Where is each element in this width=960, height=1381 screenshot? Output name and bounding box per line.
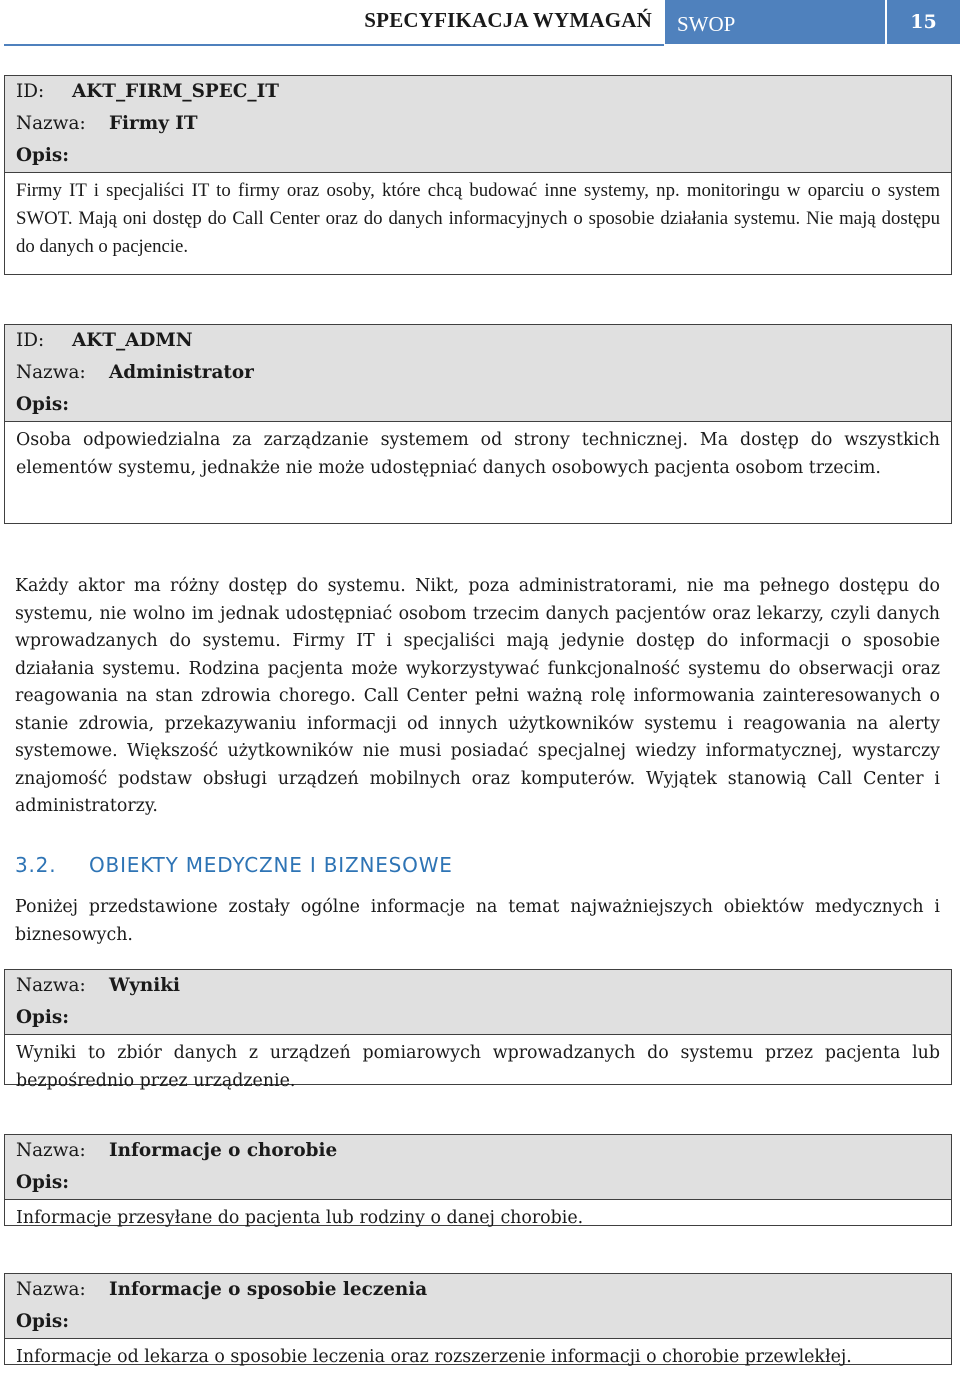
- id-value: AKT_ADMN: [72, 330, 193, 351]
- object-box-header: [5, 970, 951, 1035]
- id-value: AKT_FIRM_SPEC_IT: [72, 81, 279, 102]
- actor-name-row: [16, 108, 940, 140]
- actor-box-administrator: [4, 324, 952, 524]
- opis-label: Opis:: [16, 394, 70, 415]
- actor-box-firmy-it: [4, 75, 952, 275]
- name-value: Firmy IT: [109, 113, 198, 134]
- opis-label: Opis:: [16, 1007, 70, 1028]
- opis-row: [5, 1167, 951, 1200]
- actor-description: Firmy IT i specjaliści IT to firmy oraz osoby, które chcą budować inne systemy, np. monitoringu w oparciu o system SWOT. Mają oni dostęp do Call Center oraz do danych informacyjnych o sposobie działania systemu. Nie mają dostępu do danych o pacjencie.: [16, 180, 940, 257]
- actor-box-header: [5, 325, 951, 422]
- name-label: Nazwa:: [16, 113, 86, 134]
- object-description: Informacje od lekarza o sposobie leczenia oraz rozszerzenie informacji o chorobie przewlekłej.: [16, 1347, 852, 1367]
- actor-name-row: [16, 357, 940, 389]
- name-value: Informacje o sposobie leczenia: [109, 1279, 428, 1300]
- actor-id-row: [16, 76, 940, 108]
- opis-row: [5, 140, 951, 173]
- page-number: 15: [887, 0, 960, 44]
- object-name-row: [16, 970, 940, 1002]
- document-title: SPECYFIKACJA WYMAGAŃ: [364, 8, 652, 32]
- object-name-row: [16, 1274, 940, 1306]
- name-value: Administrator: [109, 362, 254, 383]
- opis-label: Opis:: [16, 1172, 70, 1193]
- name-label: Nazwa:: [16, 975, 86, 996]
- object-name-row: [16, 1135, 940, 1167]
- object-description: Informacje przesyłane do pacjenta lub rodziny o danej chorobie.: [16, 1208, 584, 1228]
- opis-label: Opis:: [16, 145, 70, 166]
- name-value: Wyniki: [109, 975, 181, 996]
- opis-label: Opis:: [16, 1311, 70, 1332]
- name-label: Nazwa:: [16, 362, 86, 383]
- object-box-header: [5, 1135, 951, 1200]
- header-divider: [4, 44, 664, 46]
- object-description: Wyniki to zbiór danych z urządzeń pomiarowych wprowadzanych do systemu przez pacjenta lub bezpośrednio przez urządzenie.: [16, 1043, 940, 1091]
- name-label: Nazwa:: [16, 1140, 86, 1161]
- opis-row: [5, 389, 951, 422]
- object-box-informacje-o-sposobie-leczenia: [4, 1273, 952, 1365]
- actor-box-header: [5, 76, 951, 173]
- name-label: Nazwa:: [16, 1279, 86, 1300]
- opis-row: [5, 1306, 951, 1339]
- actors-summary-paragraph: Każdy aktor ma różny dostęp do systemu. Nikt, poza administratorami, nie ma pełnego dostępu do systemu, nie wolno im jednak udostępniać osobom trzecim danych pacjentów oraz lekarzy, czyli danych wprowadzanych do systemu. Firmy IT i specjaliści mają jedynie dostęp do informacji o sposobie działania systemu. Rodzina pacjenta może wykorzystywać funkcjonalność systemu do obserwacji oraz reagowania na stan zdrowia chorego. Call Center pełni ważną rolę informowania zainteresowanych o stanie zdrowia, przekazywaniu informacji od innych użytkowników systemu i reagowania na alerty systemowe. Większość użytkowników nie musi posiadać specjalnej wiedzy informatycznej, wystarczy znajomość podstaw obsługi urządzeń mobilnych oraz komputerów. Wyjątek stanowią Call Center i administratorzy.: [15, 576, 940, 816]
- object-box-wyniki: [4, 969, 952, 1091]
- actor-description: Osoba odpowiedzialna za zarządzanie systemem od strony technicznej. Ma dostęp do wszystkich elementów systemu, jednakże nie może udostępniać danych osobowych pacjenta osobom trzecim.: [16, 430, 940, 478]
- section-heading: [15, 853, 453, 877]
- name-value: Informacje o chorobie: [109, 1140, 338, 1161]
- opis-row: [5, 1002, 951, 1035]
- actor-id-row: [16, 325, 940, 357]
- object-box-informacje-o-chorobie: [4, 1134, 952, 1226]
- id-label: ID:: [16, 81, 45, 102]
- section-intro: Poniżej przedstawione zostały ogólne informacje na temat najważniejszych obiektów medycznych i biznesowych.: [15, 897, 940, 945]
- section-number: 3.2.: [15, 853, 57, 877]
- object-box-header: [5, 1274, 951, 1339]
- document-subtitle: SWOP: [665, 0, 885, 44]
- id-label: ID:: [16, 330, 45, 351]
- section-title: OBIEKTY MEDYCZNE I BIZNESOWE: [89, 853, 453, 877]
- page-header: [0, 0, 960, 46]
